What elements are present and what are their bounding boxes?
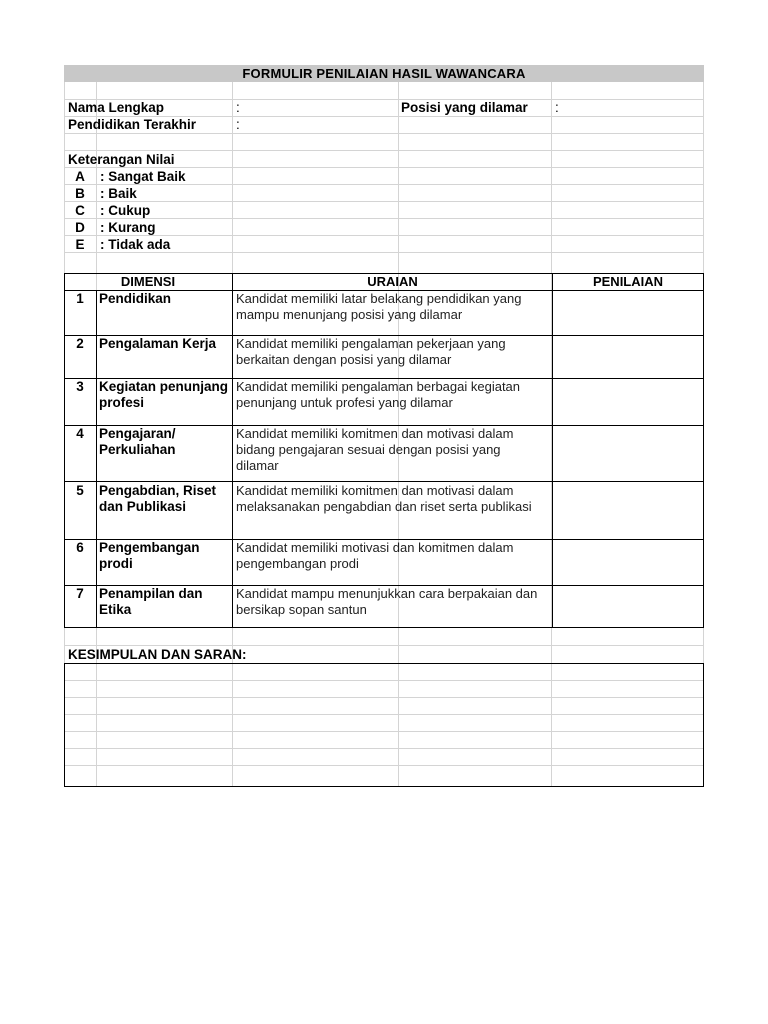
legend-code: B — [75, 186, 85, 201]
legend-text: : Cukup — [100, 203, 151, 218]
grid-row-line — [64, 201, 704, 202]
row-number: 7 — [76, 586, 84, 601]
legend-code: C — [75, 203, 85, 218]
grid-row-line — [64, 150, 704, 151]
row-number: 4 — [76, 426, 84, 441]
row-dimensi: Kegiatan penunjang profesi — [99, 379, 229, 410]
table-border — [64, 273, 65, 628]
posisi-label: Posisi yang dilamar — [401, 100, 528, 115]
interview-assessment-form — [64, 65, 704, 787]
grid-row-line — [64, 235, 704, 236]
row-uraian: Kandidat memiliki motivasi dan komitmen dalam pengembangan prodi — [236, 540, 514, 571]
row-dimensi: Pendidikan — [99, 291, 172, 306]
table-border — [703, 273, 704, 628]
row-number: 3 — [76, 379, 84, 394]
kesimpulan-label: KESIMPULAN DAN SARAN: — [68, 647, 247, 662]
row-number: 1 — [76, 291, 84, 306]
penilaian-cell[interactable] — [553, 291, 703, 335]
header-uraian: URAIAN — [367, 274, 418, 289]
nama-label: Nama Lengkap — [68, 100, 165, 115]
posisi-value[interactable]: : — [555, 100, 559, 115]
legend-heading: Keterangan Nilai — [68, 152, 175, 167]
row-uraian: Kandidat mampu menunjukkan cara berpakaian dan bersikap sopan santun — [236, 586, 538, 617]
row-dimensi: Pengembangan prodi — [99, 540, 200, 571]
penilaian-cell[interactable] — [553, 426, 703, 481]
penilaian-cell[interactable] — [553, 540, 703, 585]
header-penilaian: PENILAIAN — [592, 274, 664, 289]
row-number: 5 — [76, 483, 84, 498]
row-dimensi: Penampilan dan Etika — [99, 586, 203, 617]
nama-value[interactable]: : — [236, 100, 240, 115]
form-title: FORMULIR PENILAIAN HASIL WAWANCARA — [64, 65, 704, 82]
grid-row-line — [64, 133, 704, 134]
row-uraian: Kandidat memiliki latar belakang pendidikan yang mampu menunjang posisi yang dilamar — [236, 291, 522, 322]
row-dimensi: Pengajaran/ Perkuliahan — [99, 426, 176, 457]
legend-text: : Tidak ada — [100, 237, 171, 252]
header-dimensi: DIMENSI — [120, 274, 176, 289]
pendidikan-value[interactable]: : — [236, 117, 240, 132]
legend-text: : Kurang — [100, 220, 156, 235]
penilaian-cell[interactable] — [553, 336, 703, 378]
kesimpulan-box[interactable] — [64, 663, 704, 787]
penilaian-cell[interactable] — [553, 586, 703, 627]
row-uraian: Kandidat memiliki komitmen dan motivasi dalam melaksanakan pengabdian dan riset serta publikasi — [236, 483, 532, 514]
legend-text: : Baik — [100, 186, 137, 201]
legend-text: : Sangat Baik — [100, 169, 186, 184]
row-uraian: Kandidat memiliki komitmen dan motivasi dalam bidang pengajaran sesuai dengan posisi yang dilamar — [236, 426, 514, 473]
table-border — [96, 290, 97, 628]
table-border — [232, 273, 233, 628]
row-uraian: Kandidat memiliki pengalaman berbagai kegiatan penunjang untuk profesi yang dilamar — [236, 379, 521, 410]
legend-code: A — [75, 169, 85, 184]
row-dimensi: Pengalaman Kerja — [99, 336, 217, 351]
row-dimensi: Pengabdian, Riset dan Publikasi — [99, 483, 217, 514]
pendidikan-label: Pendidikan Terakhir — [68, 117, 197, 132]
grid-row-line — [64, 218, 704, 219]
legend-code: D — [75, 220, 85, 235]
penilaian-cell[interactable] — [553, 482, 703, 539]
legend-code: E — [75, 237, 85, 252]
row-number: 2 — [76, 336, 84, 351]
row-uraian: Kandidat memiliki pengalaman pekerjaan yang berkaitan dengan posisi yang dilamar — [236, 336, 506, 367]
penilaian-cell[interactable] — [553, 379, 703, 425]
row-number: 6 — [76, 540, 84, 555]
table-border — [64, 627, 704, 628]
grid-row-line — [64, 645, 704, 646]
